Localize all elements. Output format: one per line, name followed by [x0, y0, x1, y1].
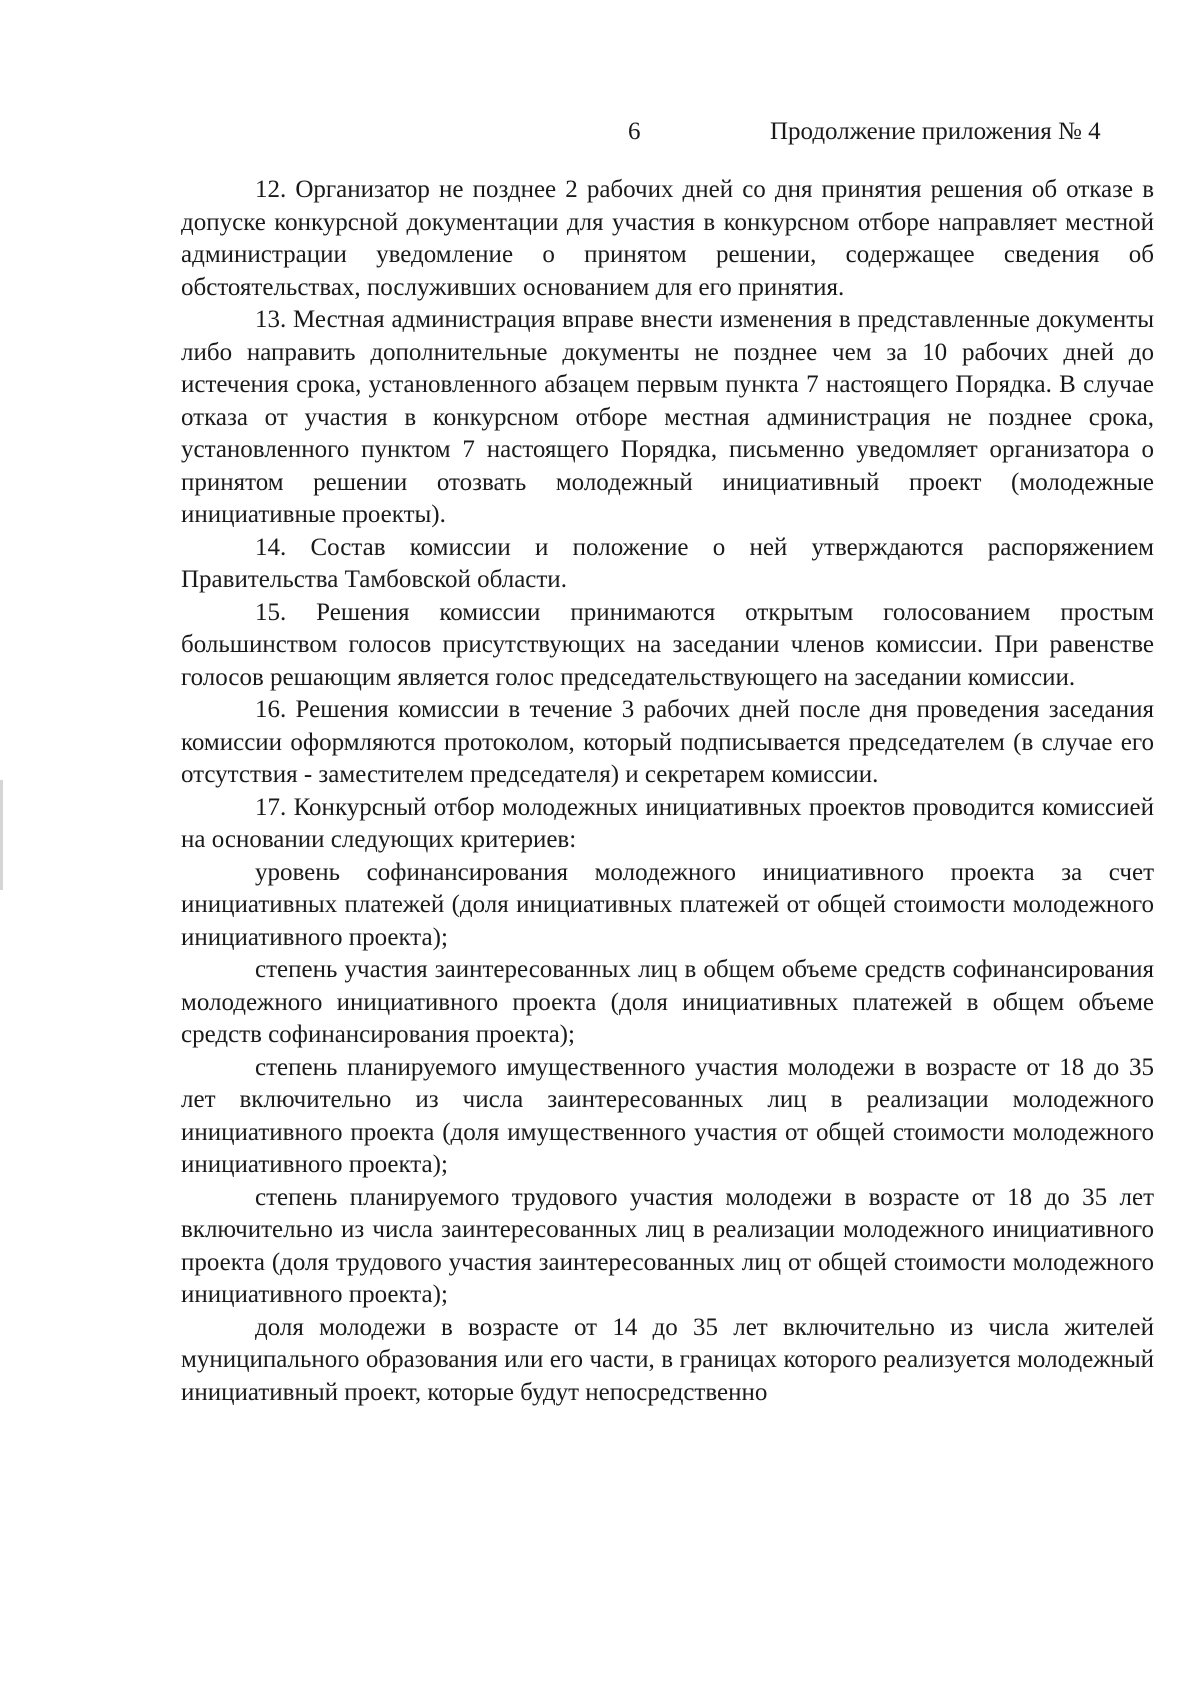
criterion-youth-share: доля молодежи в возрасте от 14 до 35 лет включительно из числа жителей муниципального образования или его части, в границах которого реализуется молодежный инициативный проект, которые будут непосредственно [181, 1313, 1154, 1406]
paragraph-17: 17. Конкурсный отбор молодежных инициативных проектов проводится комиссией на основании следующих критериев: [181, 793, 1154, 853]
page-header [0, 112, 1200, 152]
paragraph-12: 12. Организатор не позднее 2 рабочих дней со дня принятия решения об отказе в допуске конкурсной документации для участия в конкурсном отборе направляет местной администрации уведомление о принятом решении, содержащее сведения об обстоятельствах, послуживших основанием для его принятия. [181, 176, 1154, 301]
scan-edge-mark [0, 780, 3, 890]
appendix-continuation-title: Продолжение приложения № 4 [770, 118, 1101, 145]
criterion-labor-participation: степень планируемого трудового участия молодежи в возрасте от 18 до 35 лет включительно из числа заинтересованных лиц в реализации молодежного инициативного проекта (доля трудового участия заинтересованных лиц от общей стоимости молодежного инициативного проекта); [181, 1183, 1154, 1308]
paragraph-16: 16. Решения комиссии в течение 3 рабочих дней после дня проведения заседания комиссии оформляются протоколом, который подписывается председателем (в случае его отсутствия - заместителем председателя) и секретарем комиссии. [181, 696, 1154, 788]
paragraph-14: 14. Состав комиссии и положение о ней утверждаются распоряжением Правительства Тамбовской области. [181, 533, 1154, 593]
document-body [181, 174, 1154, 1409]
paragraph-15: 15. Решения комиссии принимаются открытым голосованием простым большинством голосов присутствующих на заседании членов комиссии. При равенстве голосов решающим является голос председательствующего на заседании комиссии. [181, 598, 1154, 691]
criterion-cofinancing-level: уровень софинансирования молодежного инициативного проекта за счет инициативных платежей (доля инициативных платежей от общей стоимости молодежного инициативного проекта); [181, 858, 1154, 951]
page-number: 6 [628, 118, 641, 145]
criterion-property-participation: степень планируемого имущественного участия молодежи в возрасте от 18 до 35 лет включительно из числа заинтересованных лиц в реализации молодежного инициативного проекта (доля имущественного участия от общей стоимости молодежного инициативного проекта); [181, 1053, 1154, 1178]
criterion-stakeholder-participation: степень участия заинтересованных лиц в общем объеме средств софинансирования молодежного инициативного проекта (доля инициативных платежей в общем объеме средств софинансирования проекта); [181, 956, 1154, 1048]
paragraph-13: 13. Местная администрация вправе внести изменения в представленные документы либо направить дополнительные документы не позднее чем за 10 рабочих дней до истечения срока, установленного абзацем первым пункта 7 настоящего Порядка. В случае отказа от участия в конкурсном отборе местная администрация не позднее срока, установленного пунктом 7 настоящего Порядка, письменно уведомляет организатора о принятом решении отозвать молодежный инициативный проект (молодежные инициативные проекты). [181, 306, 1154, 528]
